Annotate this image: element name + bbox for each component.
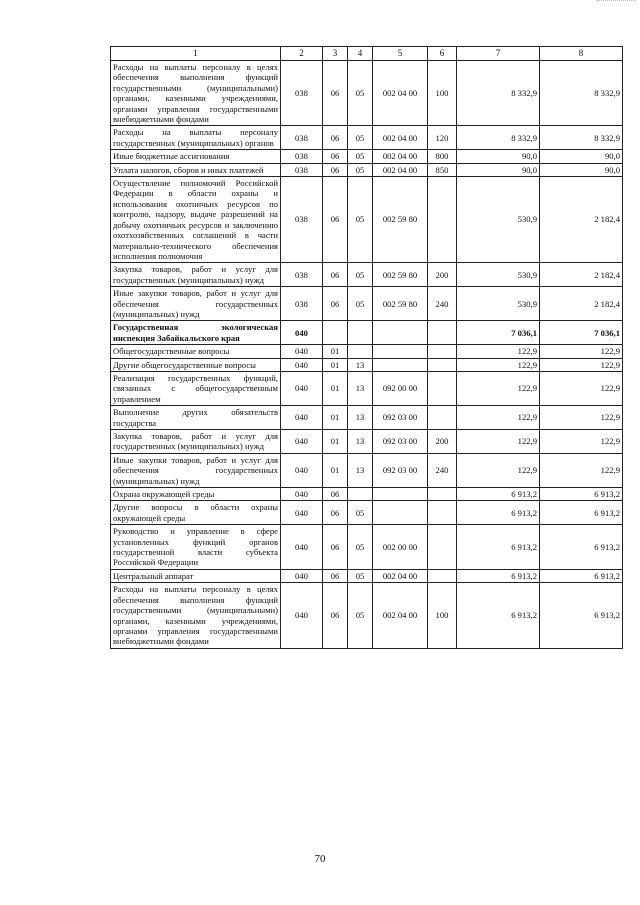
row-name: Иные бюджетные ассигнования xyxy=(111,150,281,163)
table-row xyxy=(111,321,623,345)
row-code-section: 06 xyxy=(323,569,348,582)
row-code-section: 06 xyxy=(323,177,348,263)
row-code-subsection xyxy=(348,345,373,358)
budget-table xyxy=(110,46,623,649)
row-code-subsection: 13 xyxy=(348,406,373,430)
row-code-type xyxy=(428,525,457,570)
row-code-target: 002 59 80 xyxy=(373,177,428,263)
row-code-type xyxy=(428,406,457,430)
row-code-target xyxy=(373,501,428,525)
row-code-ved: 040 xyxy=(281,583,323,648)
table-row xyxy=(111,583,623,648)
row-code-section: 01 xyxy=(323,453,348,487)
row-code-subsection: 05 xyxy=(348,61,373,126)
row-amount-1: 90,0 xyxy=(457,150,540,163)
row-code-type xyxy=(428,321,457,345)
row-code-type: 100 xyxy=(428,61,457,126)
row-amount-1: 122,9 xyxy=(457,358,540,371)
row-code-type: 200 xyxy=(428,263,457,287)
row-amount-2: 122,9 xyxy=(540,430,623,454)
table-row xyxy=(111,488,623,501)
row-code-ved: 040 xyxy=(281,345,323,358)
row-code-target xyxy=(373,358,428,371)
row-amount-1: 530,9 xyxy=(457,287,540,321)
row-code-subsection: 05 xyxy=(348,501,373,525)
row-code-target: 092 03 00 xyxy=(373,406,428,430)
row-code-ved: 038 xyxy=(281,177,323,263)
row-code-ved: 040 xyxy=(281,453,323,487)
row-amount-2: 6 913,2 xyxy=(540,488,623,501)
table-row xyxy=(111,345,623,358)
row-amount-2: 122,9 xyxy=(540,406,623,430)
row-code-ved: 040 xyxy=(281,569,323,582)
row-amount-2: 6 913,2 xyxy=(540,583,623,648)
row-amount-1: 122,9 xyxy=(457,371,540,405)
header-cell-6: 6 xyxy=(428,47,457,61)
row-amount-1: 6 913,2 xyxy=(457,583,540,648)
header-cell-5: 5 xyxy=(373,47,428,61)
row-amount-2: 122,9 xyxy=(540,453,623,487)
row-name: Расходы на выплаты персоналу в целях обеспечения выполнения функций государственными (муниципальными) органами, казенными учреждениями, органами управления государственными внебюджетными фондами xyxy=(111,61,281,126)
row-code-ved: 038 xyxy=(281,287,323,321)
row-code-ved: 040 xyxy=(281,358,323,371)
table-row xyxy=(111,406,623,430)
row-code-section: 06 xyxy=(323,583,348,648)
row-name: Другие общегосударственные вопросы xyxy=(111,358,281,371)
row-code-type: 120 xyxy=(428,126,457,150)
table-row xyxy=(111,163,623,176)
row-code-ved: 040 xyxy=(281,501,323,525)
row-code-section: 06 xyxy=(323,525,348,570)
row-code-ved: 040 xyxy=(281,488,323,501)
row-name: Расходы на выплаты персоналу государственных (муниципальных) органов xyxy=(111,126,281,150)
row-code-type xyxy=(428,371,457,405)
row-code-ved: 040 xyxy=(281,371,323,405)
row-code-ved: 038 xyxy=(281,150,323,163)
row-code-subsection: 05 xyxy=(348,287,373,321)
row-name: Иные закупки товаров, работ и услуг для обеспечения государственных (муниципальных) нужд xyxy=(111,287,281,321)
row-code-section: 01 xyxy=(323,430,348,454)
row-code-section: 06 xyxy=(323,287,348,321)
row-code-subsection: 05 xyxy=(348,583,373,648)
row-code-subsection: 05 xyxy=(348,525,373,570)
table-row xyxy=(111,569,623,582)
row-code-type xyxy=(428,488,457,501)
row-code-section xyxy=(323,321,348,345)
row-amount-2: 6 913,2 xyxy=(540,569,623,582)
row-name: Уплата налогов, сборов и иных платежей xyxy=(111,163,281,176)
row-code-type xyxy=(428,177,457,263)
row-code-type xyxy=(428,358,457,371)
row-code-subsection: 05 xyxy=(348,263,373,287)
row-code-section: 01 xyxy=(323,358,348,371)
row-code-ved: 038 xyxy=(281,163,323,176)
row-code-type xyxy=(428,569,457,582)
header-cell-8: 8 xyxy=(540,47,623,61)
header-cell-3: 3 xyxy=(323,47,348,61)
row-code-target: 002 04 00 xyxy=(373,61,428,126)
row-name: Расходы на выплаты персоналу в целях обеспечения выполнения функций государственными (муниципальными) органами, казенными учреждениями, органами управления государственными внебюджетными фондами xyxy=(111,583,281,648)
row-name: Закупка товаров, работ и услуг для государственных (муниципальных) нужд xyxy=(111,263,281,287)
row-amount-1: 6 913,2 xyxy=(457,488,540,501)
row-code-ved: 040 xyxy=(281,321,323,345)
header-cell-1: 1 xyxy=(111,47,281,61)
row-code-section: 01 xyxy=(323,371,348,405)
table-row xyxy=(111,501,623,525)
row-amount-1: 122,9 xyxy=(457,453,540,487)
row-code-target: 092 03 00 xyxy=(373,453,428,487)
row-code-type: 800 xyxy=(428,150,457,163)
row-amount-1: 90,0 xyxy=(457,163,540,176)
table-row xyxy=(111,371,623,405)
row-code-type xyxy=(428,501,457,525)
row-name: Руководство и управление в сфере установленных функций органов государственной власти субъекта Российской Федерации xyxy=(111,525,281,570)
row-amount-2: 6 913,2 xyxy=(540,525,623,570)
row-code-section: 06 xyxy=(323,126,348,150)
row-amount-1: 530,9 xyxy=(457,177,540,263)
row-code-section: 01 xyxy=(323,406,348,430)
row-code-target xyxy=(373,321,428,345)
page-number: 70 xyxy=(314,853,326,865)
row-code-subsection: 13 xyxy=(348,430,373,454)
row-amount-1: 7 036,1 xyxy=(457,321,540,345)
row-code-subsection: 05 xyxy=(348,177,373,263)
row-code-target: 092 03 00 xyxy=(373,430,428,454)
row-amount-2: 8 332,9 xyxy=(540,126,623,150)
row-amount-1: 6 913,2 xyxy=(457,569,540,582)
row-code-ved: 040 xyxy=(281,525,323,570)
row-amount-2: 2 182,4 xyxy=(540,177,623,263)
row-code-target: 002 04 00 xyxy=(373,583,428,648)
row-code-section: 06 xyxy=(323,163,348,176)
row-code-subsection xyxy=(348,321,373,345)
row-code-ved: 040 xyxy=(281,430,323,454)
table-row xyxy=(111,126,623,150)
row-name: Выполнение других обязательств государства xyxy=(111,406,281,430)
row-name: Охрана окружающей среды xyxy=(111,488,281,501)
row-code-target: 002 04 00 xyxy=(373,569,428,582)
header-cell-2: 2 xyxy=(281,47,323,61)
row-amount-2: 2 182,4 xyxy=(540,263,623,287)
row-code-target xyxy=(373,345,428,358)
row-name: Государственная экологическая инспекция Забайкальского края xyxy=(111,321,281,345)
row-code-target: 002 04 00 xyxy=(373,126,428,150)
row-amount-1: 6 913,2 xyxy=(457,501,540,525)
row-code-target: 092 00 00 xyxy=(373,371,428,405)
row-amount-2: 6 913,2 xyxy=(540,501,623,525)
row-code-subsection: 05 xyxy=(348,126,373,150)
row-name: Центральный аппарат xyxy=(111,569,281,582)
row-code-target: 002 59 80 xyxy=(373,263,428,287)
table-row xyxy=(111,525,623,570)
row-code-type: 240 xyxy=(428,453,457,487)
row-code-target: 002 04 00 xyxy=(373,150,428,163)
header-row xyxy=(111,47,623,61)
row-code-subsection: 13 xyxy=(348,453,373,487)
row-name: Общегосударственные вопросы xyxy=(111,345,281,358)
table-row xyxy=(111,430,623,454)
row-code-section: 06 xyxy=(323,150,348,163)
row-name: Другие вопросы в области охраны окружающей среды xyxy=(111,501,281,525)
table-row xyxy=(111,358,623,371)
header-cell-7: 7 xyxy=(457,47,540,61)
row-code-ved: 038 xyxy=(281,263,323,287)
row-code-subsection: 05 xyxy=(348,150,373,163)
row-code-section: 06 xyxy=(323,488,348,501)
row-amount-1: 530,9 xyxy=(457,263,540,287)
row-code-target: 002 04 00 xyxy=(373,163,428,176)
row-code-target: 002 59 80 xyxy=(373,287,428,321)
row-amount-2: 122,9 xyxy=(540,345,623,358)
table-row xyxy=(111,453,623,487)
row-amount-1: 122,9 xyxy=(457,430,540,454)
row-code-subsection: 13 xyxy=(348,371,373,405)
row-code-section: 06 xyxy=(323,61,348,126)
row-name: Закупка товаров, работ и услуг для государственных (муниципальных) нужд xyxy=(111,430,281,454)
row-code-ved: 040 xyxy=(281,406,323,430)
row-amount-1: 122,9 xyxy=(457,406,540,430)
row-amount-1: 8 332,9 xyxy=(457,126,540,150)
row-name: Осуществление полномочий Российской Федерации в области охраны и использования охотничьих ресурсов по контролю, надзору, выдаче разрешений на добычу охотничьих ресурсов и заключению охотхозяйственных соглашений в части материально-технического обеспечения исполнения полномочия xyxy=(111,177,281,263)
row-code-type: 200 xyxy=(428,430,457,454)
row-code-subsection xyxy=(348,488,373,501)
row-code-ved: 038 xyxy=(281,126,323,150)
row-amount-2: 122,9 xyxy=(540,358,623,371)
scan-corner-mark xyxy=(596,0,636,3)
row-amount-2: 8 332,9 xyxy=(540,61,623,126)
row-amount-1: 6 913,2 xyxy=(457,525,540,570)
row-code-type: 850 xyxy=(428,163,457,176)
row-code-subsection: 13 xyxy=(348,358,373,371)
row-amount-2: 2 182,4 xyxy=(540,287,623,321)
table-row xyxy=(111,61,623,126)
header-cell-4: 4 xyxy=(348,47,373,61)
row-amount-2: 122,9 xyxy=(540,371,623,405)
row-code-type: 100 xyxy=(428,583,457,648)
table-row xyxy=(111,150,623,163)
row-code-ved: 038 xyxy=(281,61,323,126)
table-row xyxy=(111,263,623,287)
table-row xyxy=(111,177,623,263)
table-row xyxy=(111,287,623,321)
row-code-target: 002 00 00 xyxy=(373,525,428,570)
row-code-section: 01 xyxy=(323,345,348,358)
row-code-target xyxy=(373,488,428,501)
row-amount-1: 8 332,9 xyxy=(457,61,540,126)
row-amount-2: 90,0 xyxy=(540,150,623,163)
row-code-subsection: 05 xyxy=(348,569,373,582)
row-code-type xyxy=(428,345,457,358)
row-amount-1: 122,9 xyxy=(457,345,540,358)
row-code-section: 06 xyxy=(323,501,348,525)
row-code-type: 240 xyxy=(428,287,457,321)
row-code-subsection: 05 xyxy=(348,163,373,176)
row-amount-2: 90,0 xyxy=(540,163,623,176)
row-name: Реализация государственных функций, связанных с общегосударственным управлением xyxy=(111,371,281,405)
row-name: Иные закупки товаров, работ и услуг для обеспечения государственных (муниципальных) нужд xyxy=(111,453,281,487)
row-code-section: 06 xyxy=(323,263,348,287)
row-amount-2: 7 036,1 xyxy=(540,321,623,345)
